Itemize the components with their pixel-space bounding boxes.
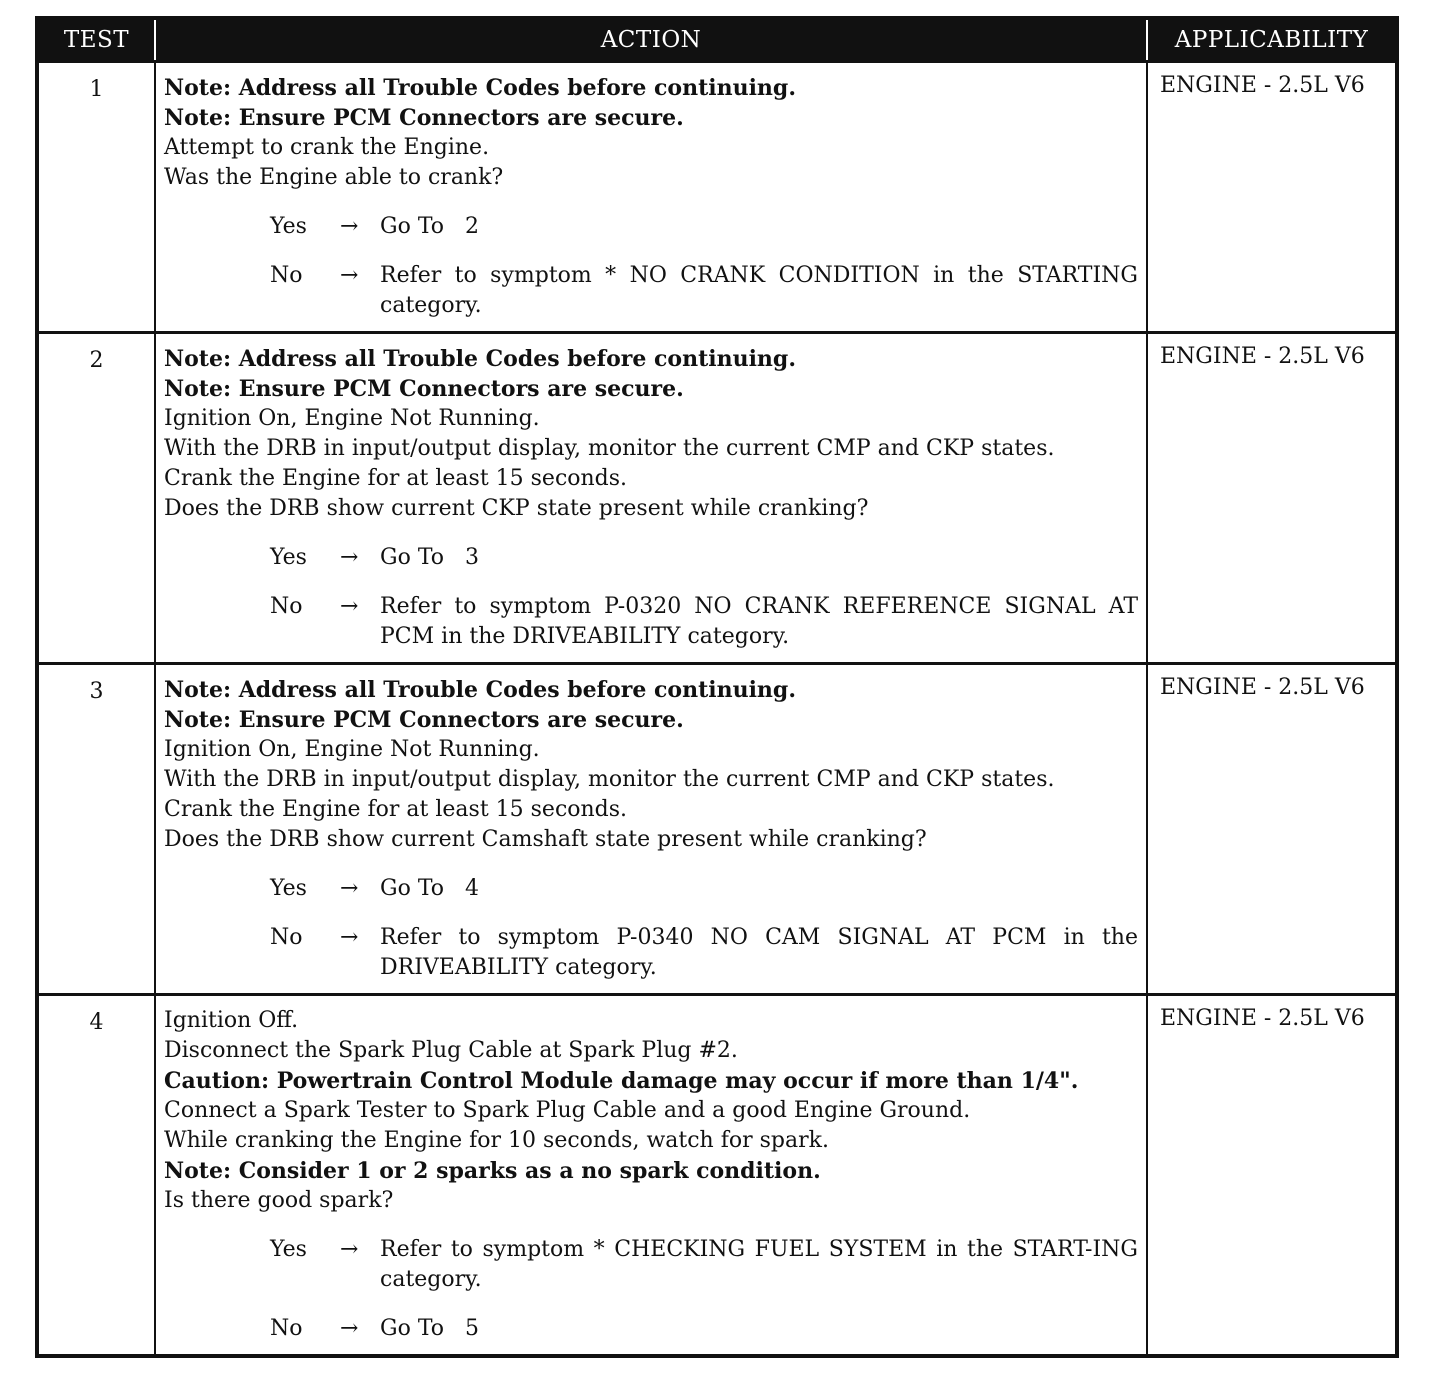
test-number: 3	[37, 664, 155, 995]
table-row	[37, 664, 1397, 995]
answer-options	[164, 1235, 1145, 1344]
table-body	[37, 62, 1397, 1357]
instruction-line: Ignition Off.	[164, 1008, 299, 1033]
action-cell	[155, 333, 1147, 664]
option-label: No	[270, 925, 303, 950]
instruction-line: Attempt to crank the Engine.	[164, 135, 490, 160]
note-line: Caution: Powertrain Control Module damage may occur if more than 1/4".	[164, 1068, 1079, 1094]
instruction-line: Crank the Engine for at least 15 seconds.	[164, 797, 628, 822]
table-row	[37, 995, 1397, 1357]
option-result: Go To 3	[380, 545, 479, 570]
instruction-line: With the DRB in input/output display, monitor the current CMP and CKP states.	[164, 436, 1055, 461]
test-number: 4	[37, 995, 155, 1357]
answer-options	[164, 212, 1145, 321]
instruction-line: Does the DRB show current CKP state present while cranking?	[164, 496, 869, 521]
answer-option	[164, 261, 1145, 321]
answer-option	[164, 1235, 1145, 1295]
instruction-line: Does the DRB show current Camshaft state present while cranking?	[164, 827, 927, 852]
option-result: Refer to symptom P-0340 NO CAM SIGNAL AT PCM in the DRIVEABILITY category.	[380, 925, 1145, 980]
option-result: Refer to symptom P-0320 NO CRANK REFERENCE SIGNAL AT PCM in the DRIVEABILITY category.	[380, 594, 1145, 649]
answer-option	[164, 543, 1138, 573]
instruction-line: While cranking the Engine for 10 seconds, watch for spark.	[164, 1128, 829, 1153]
option-result: Go To 5	[380, 1316, 479, 1341]
answer-option	[164, 1314, 1138, 1344]
action-cell	[155, 995, 1147, 1357]
arrow-icon: →	[340, 545, 359, 570]
applicability-cell: ENGINE - 2.5L V6	[1147, 664, 1397, 995]
arrow-icon: →	[340, 1316, 359, 1341]
applicability-cell: ENGINE - 2.5L V6	[1147, 62, 1397, 333]
table-row	[37, 62, 1397, 333]
instruction-line: With the DRB in input/output display, monitor the current CMP and CKP states.	[164, 767, 1055, 792]
arrow-icon: →	[340, 594, 359, 619]
arrow-icon: →	[340, 925, 359, 950]
arrow-icon: →	[340, 214, 359, 239]
option-label: No	[270, 263, 303, 288]
instruction-line: Ignition On, Engine Not Running.	[164, 406, 540, 431]
note-line: Note: Ensure PCM Connectors are secure.	[164, 105, 684, 131]
option-result: Refer to symptom * NO CRANK CONDITION in the STARTING category.	[380, 263, 1145, 318]
note-line: Note: Address all Trouble Codes before continuing.	[164, 346, 796, 372]
instruction-line: Was the Engine able to crank?	[164, 165, 504, 190]
answer-options	[164, 874, 1145, 983]
note-line: Note: Ensure PCM Connectors are secure.	[164, 707, 684, 733]
option-result: Refer to symptom * CHECKING FUEL SYSTEM in the START-ING category.	[380, 1237, 1145, 1292]
answer-options	[164, 543, 1145, 652]
arrow-icon: →	[340, 876, 359, 901]
answer-option	[164, 212, 1138, 242]
action-cell	[155, 664, 1147, 995]
option-label: No	[270, 594, 303, 619]
answer-option	[164, 874, 1138, 904]
option-label: Yes	[270, 545, 307, 570]
header-action: ACTION	[155, 18, 1147, 62]
answer-option	[164, 923, 1145, 983]
instruction-line: Is there good spark?	[164, 1188, 394, 1213]
test-number: 1	[37, 62, 155, 333]
arrow-icon: →	[340, 1237, 359, 1262]
answer-option	[164, 592, 1145, 652]
table-row	[37, 333, 1397, 664]
note-line: Note: Address all Trouble Codes before continuing.	[164, 75, 796, 101]
note-line: Note: Consider 1 or 2 sparks as a no spark condition.	[164, 1158, 821, 1184]
action-cell	[155, 62, 1147, 333]
instruction-line: Ignition On, Engine Not Running.	[164, 737, 540, 762]
header-test: TEST	[37, 18, 155, 62]
instruction-line: Crank the Engine for at least 15 seconds.	[164, 466, 628, 491]
instruction-line: Connect a Spark Tester to Spark Plug Cable and a good Engine Ground.	[164, 1098, 971, 1123]
note-line: Note: Ensure PCM Connectors are secure.	[164, 376, 684, 402]
test-number: 2	[37, 333, 155, 664]
table-header-row	[37, 18, 1397, 62]
instruction-line: Disconnect the Spark Plug Cable at Spark Plug #2.	[164, 1038, 738, 1063]
option-label: Yes	[270, 1237, 307, 1262]
option-result: Go To 2	[380, 214, 479, 239]
applicability-cell: ENGINE - 2.5L V6	[1147, 333, 1397, 664]
arrow-icon: →	[340, 263, 359, 288]
applicability-cell: ENGINE - 2.5L V6	[1147, 995, 1397, 1357]
diagnostic-test-table	[35, 16, 1399, 1358]
option-label: No	[270, 1316, 303, 1341]
note-line: Note: Address all Trouble Codes before continuing.	[164, 677, 796, 703]
option-label: Yes	[270, 876, 307, 901]
option-label: Yes	[270, 214, 307, 239]
header-applicability: APPLICABILITY	[1147, 18, 1397, 62]
option-result: Go To 4	[380, 876, 479, 901]
